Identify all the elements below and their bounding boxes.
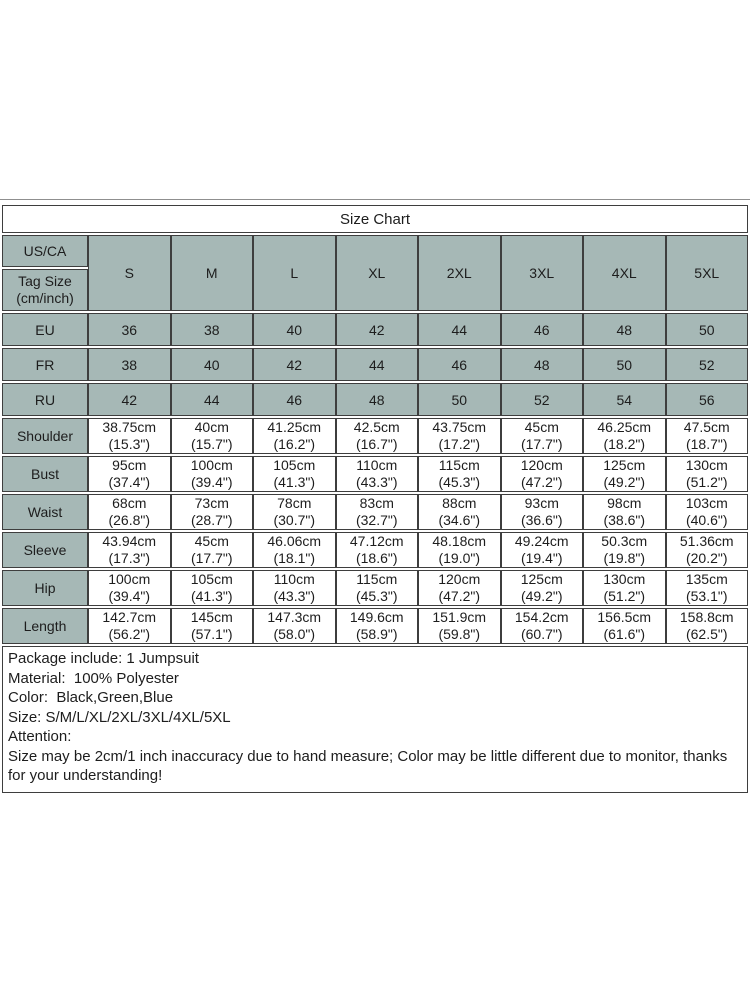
measure-value <box>336 570 419 606</box>
notes-line: Size: S/M/L/XL/2XL/3XL/4XL/5XL <box>8 708 231 726</box>
size-col-s: S <box>88 235 171 311</box>
measure-value <box>336 608 419 644</box>
region-value: 48 <box>583 313 666 346</box>
corner-us-ca: US/CA <box>2 235 88 267</box>
measure-value <box>88 532 171 568</box>
measure-cm: 47.5cm <box>683 419 730 435</box>
measure-cm: 120cm <box>438 571 481 587</box>
row-label-ru: RU <box>2 383 88 416</box>
measure-cm: 100cm <box>190 457 233 473</box>
measure-value <box>501 570 584 606</box>
measure-inch: (51.2") <box>685 474 728 490</box>
title-row <box>2 205 748 233</box>
region-value: 44 <box>336 348 419 381</box>
notes-line: Attention: <box>8 728 72 745</box>
measure-cm: 88cm <box>442 495 477 511</box>
region-value: 42 <box>336 313 419 346</box>
measure-inch: (58.0") <box>273 626 316 642</box>
measure-value <box>88 418 171 454</box>
row-label-waist: Waist <box>2 494 88 530</box>
measure-inch: (17.7") <box>190 550 233 566</box>
region-value: 52 <box>501 383 584 416</box>
region-value: 52 <box>666 348 749 381</box>
region-row-eu <box>2 313 748 346</box>
measure-value <box>253 532 336 568</box>
measure-cm: 93cm <box>524 495 559 511</box>
measure-inch: (43.3") <box>273 588 316 604</box>
notes-line: Package include: 1 Jumpsuit <box>8 650 199 667</box>
row-label-eu: EU <box>2 313 88 346</box>
size-chart-title: Size Chart <box>2 205 748 233</box>
measure-value <box>418 532 501 568</box>
region-value: 46 <box>418 348 501 381</box>
measure-value <box>666 532 749 568</box>
measure-value <box>583 532 666 568</box>
measure-cm: 68cm <box>112 495 147 511</box>
measure-value <box>336 494 419 530</box>
measure-inch: (16.2") <box>273 436 316 452</box>
measure-value <box>88 570 171 606</box>
measure-cm: 100cm <box>108 571 151 587</box>
region-value: 48 <box>501 348 584 381</box>
measure-value <box>336 456 419 492</box>
region-value: 42 <box>88 383 171 416</box>
measure-value <box>253 570 336 606</box>
measure-inch: (18.7") <box>685 436 728 452</box>
region-value: 56 <box>666 383 749 416</box>
measure-cm: 45cm <box>524 419 559 435</box>
measure-row-shoulder <box>2 418 748 454</box>
measure-inch: (45.3") <box>438 474 481 490</box>
measure-value <box>418 608 501 644</box>
row-label-sleeve: Sleeve <box>2 532 88 568</box>
measure-cm: 105cm <box>273 457 316 473</box>
measure-cm: 135cm <box>685 571 728 587</box>
measure-value <box>501 494 584 530</box>
measure-row-waist <box>2 494 748 530</box>
measure-value <box>501 456 584 492</box>
region-value: 38 <box>88 348 171 381</box>
measure-inch: (39.4") <box>190 474 233 490</box>
measure-cm: 103cm <box>685 495 728 511</box>
size-col-3xl: 3XL <box>501 235 584 311</box>
measure-row-bust <box>2 456 748 492</box>
measure-row-hip <box>2 570 748 606</box>
measure-value <box>171 532 254 568</box>
measure-cm: 115cm <box>438 457 480 473</box>
measure-cm: 51.36cm <box>679 533 734 549</box>
measure-cm: 50.3cm <box>601 533 648 549</box>
measure-inch: (20.2") <box>685 550 728 566</box>
measure-inch: (37.4") <box>108 474 151 490</box>
measure-value <box>88 608 171 644</box>
measure-inch: (32.7") <box>355 512 398 528</box>
measure-inch: (19.4") <box>520 550 563 566</box>
measure-inch: (41.3") <box>190 588 233 604</box>
header-row-top <box>2 235 748 267</box>
region-value: 40 <box>253 313 336 346</box>
measure-inch: (60.7") <box>520 626 563 642</box>
measure-inch: (17.7") <box>520 436 563 452</box>
measure-value <box>171 456 254 492</box>
measure-value <box>253 456 336 492</box>
measure-value <box>336 418 419 454</box>
size-col-l: L <box>253 235 336 311</box>
region-value: 44 <box>171 383 254 416</box>
measure-row-length <box>2 608 748 644</box>
measure-inch: (49.2") <box>520 588 563 604</box>
measure-value <box>418 570 501 606</box>
measure-inch: (40.6") <box>685 512 728 528</box>
measure-inch: (17.3") <box>108 550 151 566</box>
measure-inch: (38.6") <box>603 512 646 528</box>
measure-value <box>666 456 749 492</box>
measure-inch: (16.7") <box>355 436 398 452</box>
measure-inch: (17.2") <box>438 436 481 452</box>
measure-cm: 83cm <box>359 495 394 511</box>
measure-inch: (36.6") <box>520 512 563 528</box>
measure-inch: (30.7") <box>273 512 316 528</box>
measure-value <box>88 494 171 530</box>
region-value: 50 <box>666 313 749 346</box>
measure-cm: 156.5cm <box>597 609 652 625</box>
region-value: 38 <box>171 313 254 346</box>
measure-inch: (62.5") <box>685 626 728 642</box>
measure-inch: (47.2") <box>520 474 563 490</box>
row-label-hip: Hip <box>2 570 88 606</box>
measure-inch: (18.6") <box>355 550 398 566</box>
region-row-ru <box>2 383 748 416</box>
measure-value <box>171 570 254 606</box>
measure-cm: 43.94cm <box>102 533 157 549</box>
measure-inch: (19.0") <box>438 550 481 566</box>
measure-cm: 105cm <box>190 571 233 587</box>
measure-value <box>171 608 254 644</box>
measure-value <box>88 456 171 492</box>
measure-cm: 158.8cm <box>679 609 734 625</box>
region-value: 42 <box>253 348 336 381</box>
measure-value <box>418 494 501 530</box>
measure-inch: (47.2") <box>438 588 481 604</box>
size-col-2xl: 2XL <box>418 235 501 311</box>
measure-inch: (18.2") <box>603 436 646 452</box>
size-col-m: M <box>171 235 254 311</box>
row-label-shoulder: Shoulder <box>2 418 88 454</box>
table-body <box>2 313 748 644</box>
measure-value <box>666 418 749 454</box>
measure-cm: 42.5cm <box>353 419 400 435</box>
size-col-xl: XL <box>336 235 419 311</box>
notes-row <box>2 646 748 793</box>
measure-cm: 130cm <box>603 571 646 587</box>
measure-cm: 41.25cm <box>267 419 322 435</box>
notes-body <box>2 646 748 793</box>
measure-cm: 46.25cm <box>597 419 652 435</box>
measure-cm: 130cm <box>685 457 728 473</box>
measure-value <box>666 494 749 530</box>
measure-cm: 120cm <box>520 457 563 473</box>
measure-value <box>418 456 501 492</box>
measure-inch: (53.1") <box>685 588 728 604</box>
measure-cm: 147.3cm <box>267 609 322 625</box>
measure-value <box>171 494 254 530</box>
measure-cm: 98cm <box>607 495 642 511</box>
measure-value <box>336 532 419 568</box>
measure-inch: (26.8") <box>108 512 151 528</box>
measure-value <box>583 456 666 492</box>
measure-value <box>666 608 749 644</box>
measure-cm: 45cm <box>194 533 229 549</box>
measure-cm: 49.24cm <box>514 533 569 549</box>
measure-cm: 47.12cm <box>349 533 404 549</box>
measure-cm: 145cm <box>190 609 233 625</box>
measure-cm: 46.06cm <box>267 533 322 549</box>
measure-value <box>583 570 666 606</box>
region-row-fr <box>2 348 748 381</box>
region-value: 44 <box>418 313 501 346</box>
notes-line: Color: Black,Green,Blue <box>8 689 174 706</box>
top-divider-line <box>0 199 750 200</box>
measure-value <box>583 608 666 644</box>
row-label-fr: FR <box>2 348 88 381</box>
region-value: 48 <box>336 383 419 416</box>
measure-cm: 110cm <box>273 571 315 587</box>
measure-inch: (15.7") <box>190 436 233 452</box>
size-col-4xl: 4XL <box>583 235 666 311</box>
measure-value <box>501 608 584 644</box>
corner-tag-size: Tag Size (cm/inch) <box>2 269 88 311</box>
region-value: 50 <box>583 348 666 381</box>
measure-value <box>253 494 336 530</box>
measure-inch: (39.4") <box>108 588 151 604</box>
region-value: 46 <box>501 313 584 346</box>
measure-inch: (34.6") <box>438 512 481 528</box>
measure-inch: (61.6") <box>603 626 646 642</box>
measure-inch: (15.3") <box>108 436 151 452</box>
measure-inch: (58.9") <box>355 626 398 642</box>
measure-inch: (45.3") <box>355 588 398 604</box>
notes-line: Size may be 2cm/1 inch inaccuracy due to hand measure; Color may be little different due to monitor, thanks for your understanding! <box>8 747 732 784</box>
measure-value <box>666 570 749 606</box>
notes-line: Material: 100% Polyester <box>8 669 179 687</box>
region-value: 40 <box>171 348 254 381</box>
product-notes <box>2 646 748 793</box>
measure-cm: 110cm <box>356 457 398 473</box>
measure-cm: 154.2cm <box>514 609 569 625</box>
size-chart-table <box>2 203 748 795</box>
measure-inch: (49.2") <box>603 474 646 490</box>
measure-cm: 78cm <box>277 495 312 511</box>
measure-cm: 125cm <box>520 571 563 587</box>
measure-cm: 73cm <box>194 495 229 511</box>
row-label-length: Length <box>2 608 88 644</box>
measure-cm: 149.6cm <box>349 609 404 625</box>
measure-cm: 95cm <box>112 457 147 473</box>
measure-cm: 142.7cm <box>102 609 157 625</box>
measure-value <box>171 418 254 454</box>
measure-row-sleeve <box>2 532 748 568</box>
size-col-5xl: 5XL <box>666 235 749 311</box>
row-label-bust: Bust <box>2 456 88 492</box>
region-value: 46 <box>253 383 336 416</box>
measure-inch: (59.8") <box>438 626 481 642</box>
measure-value <box>418 418 501 454</box>
measure-value <box>253 418 336 454</box>
measure-inch: (43.3") <box>355 474 398 490</box>
measure-cm: 38.75cm <box>102 419 157 435</box>
measure-cm: 48.18cm <box>432 533 487 549</box>
measure-cm: 40cm <box>194 419 229 435</box>
measure-inch: (51.2") <box>603 588 646 604</box>
measure-value <box>253 608 336 644</box>
measure-inch: (41.3") <box>273 474 316 490</box>
measure-cm: 43.75cm <box>432 419 487 435</box>
measure-inch: (56.2") <box>108 626 151 642</box>
measure-inch: (28.7") <box>190 512 233 528</box>
measure-value <box>501 418 584 454</box>
measure-value <box>583 494 666 530</box>
measure-cm: 115cm <box>356 571 398 587</box>
region-value: 54 <box>583 383 666 416</box>
measure-inch: (19.8") <box>603 550 646 566</box>
measure-cm: 125cm <box>603 457 646 473</box>
region-value: 36 <box>88 313 171 346</box>
measure-value <box>501 532 584 568</box>
measure-inch: (18.1") <box>273 550 316 566</box>
measure-cm: 151.9cm <box>432 609 487 625</box>
measure-inch: (57.1") <box>190 626 233 642</box>
region-value: 50 <box>418 383 501 416</box>
measure-value <box>583 418 666 454</box>
